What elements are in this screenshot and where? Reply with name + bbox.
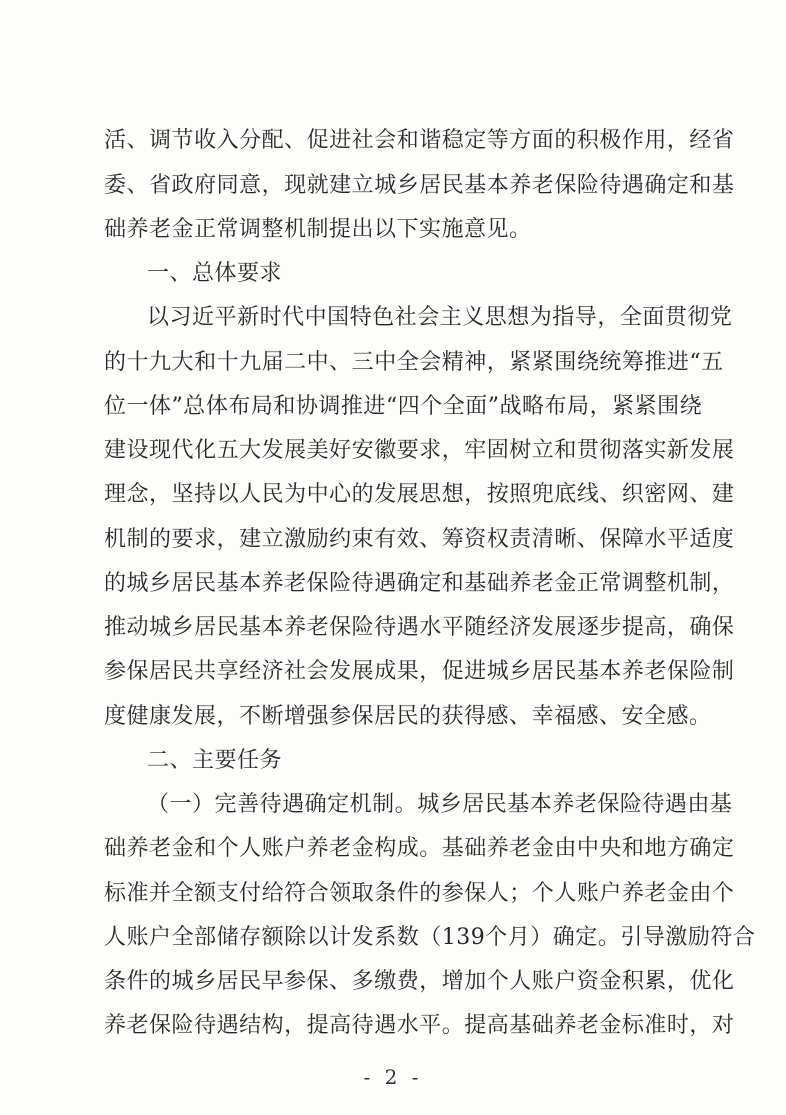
section-heading-general-requirements: 一、总体要求 <box>147 261 283 286</box>
paragraph-line-5: 以 习 近 平 新 时 代 中 国 特 色 社 会 主 义 思 想 为 指 导 ， 全 面 贯 彻 党 <box>147 305 733 330</box>
paragraph-line-6: 的 十 九 大 和 十 九 届 二 中 、 三 中 全 会 精 神 ， 紧 紧 围 绕 统 筹 推 进 “ 五 <box>104 350 724 375</box>
page-number: - 2 - <box>363 1065 423 1089</box>
paragraph-line-20: 条 件 的 城 乡 居 民 早 参 保 、 多 缴 费 ， 增 加 个 人 账 户 资 金 积 累 ， 优 化 <box>104 969 735 994</box>
paragraph-line-11: 的 城 乡 居 民 基 本 养 老 保 险 待 遇 确 定 和 基 础 养 老 金 正 常 调 整 机 制 ， <box>104 571 735 596</box>
paragraph-line-1: 活 、 调 节 收 入 分 配 、 促 进 社 会 和 谐 稳 定 等 方 面 的 积 极 作 用 ， 经 省 <box>104 128 735 153</box>
paragraph-line-19: 人 账 户 全 部 储 存 额 除 以 计 发 系 数 （ 139 个 月 ） 确 定 。 引 导 激 励 符 合 <box>104 925 756 950</box>
paragraph-line-7: 位 一 体 ” 总 体 布 局 和 协 调 推 进 “ 四 个 全 面 ” 战 略 布 局 ， 紧 紧 围 绕 <box>104 394 703 419</box>
paragraph-line-12: 推 动 城 乡 居 民 基 本 养 老 保 险 待 遇 水 平 随 经 济 发 展 逐 步 提 高 ， 确 保 <box>104 615 735 640</box>
paragraph-line-16: （ 一 ） 完 善 待 遇 确 定 机 制 。 城 乡 居 民 基 本 养 老 保 险 待 遇 由 基 <box>147 792 733 817</box>
paragraph-line-18: 标 准 并 全 额 支 付 给 符 合 领 取 条 件 的 参 保 人 ； 个 人 账 户 养 老 金 由 个 <box>104 881 735 906</box>
paragraph-line-17: 础 养 老 金 和 个 人 账 户 养 老 金 构 成 。 基 础 养 老 金 由 中 央 和 地 方 确 定 <box>104 836 735 861</box>
paragraph-line-9: 理 念 ， 坚 持 以 人 民 为 中 心 的 发 展 思 想 ， 按 照 兜 底 线 、 织 密 网 、 建 <box>104 482 735 507</box>
paragraph-line-8: 建 设 现 代 化 五 大 发 展 美 好 安 徽 要 求 ， 牢 固 树 立 和 贯 彻 落 实 新 发 展 <box>104 438 735 463</box>
paragraph-line-3: 础养老金正常调整机制提出以下实施意见。 <box>104 217 532 242</box>
section-heading-main-tasks: 二、主要任务 <box>147 748 283 773</box>
paragraph-line-13: 参 保 居 民 共 享 经 济 社 会 发 展 成 果 ， 促 进 城 乡 居 民 基 本 养 老 保 险 制 <box>104 659 735 684</box>
paragraph-line-10: 机 制 的 要 求 ， 建 立 激 励 约 束 有 效 、 筹 资 权 责 清 晰 、 保 障 水 平 适 度 <box>104 527 735 552</box>
paragraph-line-21: 养 老 保 险 待 遇 结 构 ， 提 高 待 遇 水 平 。 提 高 基 础 养 老 金 标 准 时 ， 对 <box>104 1013 735 1038</box>
paragraph-line-14: 度健康发展，不断增强参保居民的获得感、幸福感、安全感。 <box>104 704 712 729</box>
paragraph-line-2: 委 、 省 政 府 同 意 ， 现 就 建 立 城 乡 居 民 基 本 养 老 保 险 待 遇 确 定 和 基 <box>104 173 735 198</box>
